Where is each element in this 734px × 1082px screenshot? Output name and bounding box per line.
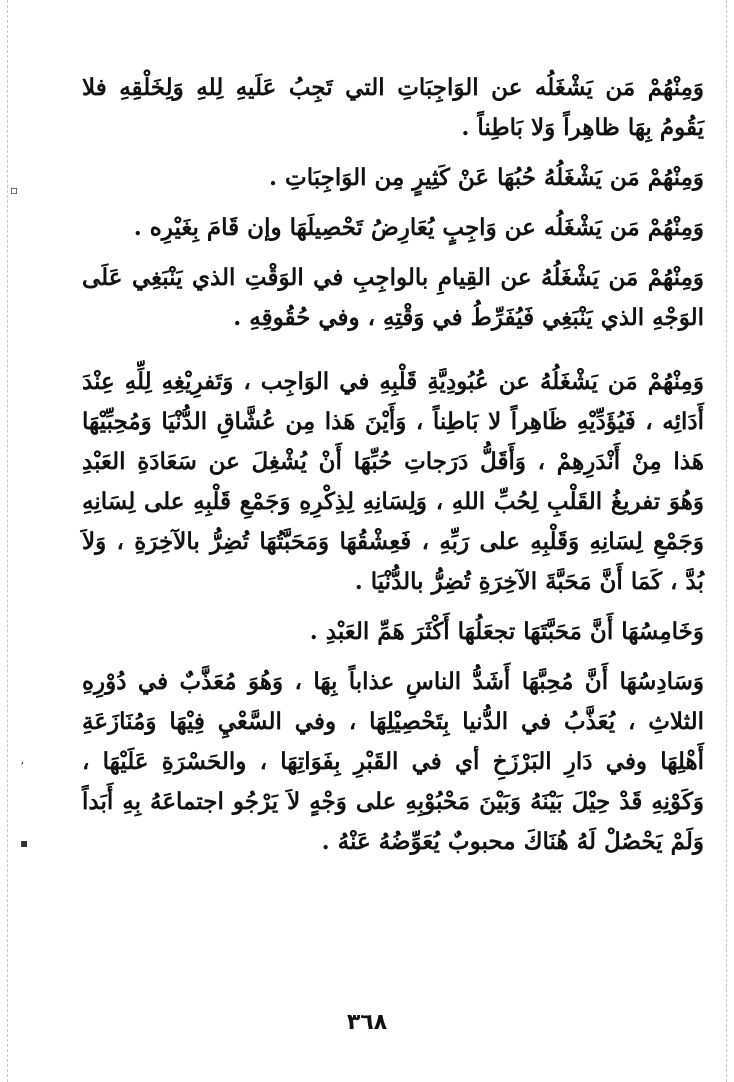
book-page-body — [82, 68, 704, 862]
paragraph-heart-worship: وَمِنْهُمْ مَن يَشْغَلُهُ عن عُبُودِيَّةِ قَلْبِهِ في الوَاجِب ، وَتَفرِيْغِهِ لِلِّهِ عِنْدَ أَدَائِه ، فَيُؤَدِّيْهِ ظَاهِراً لا بَاطِناً ، وَأَيْنَ هَذا مِن عُشَّاقِ الدُّنْيَا وَمُحِبِّيْهَا هَذا مِنْ أَنْدَرِهِمْ ، وَأَقَلُّ دَرَجاتِ حُبِّهَا أَنْ يُشْغِلَ عن سَعَادَةِ العَبْدِ وَهُوَ تفريغُ القَلْبِ لِحُبِّ اللهِ ، وَلِسَانِهِ لِذِكْرِهِ وَجَمْعِ قَلْبِهِ على لِسَانِهِ وَجَمْعِ لِسَانِهِ وَقَلْبِهِ على رَبِّهِ ، فَعِشْقُهَا وَمَحَبَّتُهَا تُضِرُّ بالآخِرَةِ ، وَلاَ بُدَّ ، كَمَا أَنَّ مَحَبَّةَ الآخِرَةِ تُضِرُّ بالدُّنْيَا . — [82, 368, 704, 595]
paragraph-timely-duty: وَمِنْهُمْ مَن يَشْغَلُهُ عن القِيامِ بالواجِبِ في الوَقْتِ الذي يَنْبَغِي عَلَى الوَجْهِ الذي يَنْبَغِي فَيُفَرِّطُ في وَقْتِهِ ، وفي حُقُوقِهِ . — [82, 264, 704, 331]
margin-dot: ▫ — [10, 183, 19, 197]
paragraph-fifth: وَخَامِسُهَا أَنَّ مَحَبَّتَهَا تجعَلُهَا أَكْثَرَ هَمِّ العَبْدِ . — [309, 618, 704, 645]
margin-tick: ▪ — [20, 836, 29, 850]
page-number: ٣٦٨ — [346, 1010, 388, 1035]
left-scan-edge — [7, 0, 8, 1082]
margin-tick: ʼ — [20, 760, 24, 774]
right-scan-edge — [726, 0, 727, 1082]
paragraph-conflicting-duty: وَمِنْهُمْ مَن يَشْغَلُه عن وَاجِبٍ يُعَارِضُ تَحْصِيلَهَا وإن قَامَ بِغَيْرِه . — [133, 214, 704, 241]
paragraph-love-distracts: وَمِنْهُمْ مَن يَشْغَلُهُ حُبُهَا عَنْ كَثِيرٍ مِن الوَاجِبَاتِ . — [269, 164, 704, 191]
paragraph-obligations: وَمِنْهُمْ مَن يَشْغَلُه عن الوَاجِبَاتِ التي تَجِبُ عَلَيهِ لِلهِ وَلِخَلْقِهِ فلا يَقُومُ بِهَا ظاهِراً وَلا بَاطِناً . — [82, 74, 704, 141]
paragraph-sixth: وَسَادِسُهَا أَنَّ مُحِبَّهَا أَشَدُّ الناسِ عذاباً بِهَا ، وَهُوَ مُعَذَّبٌ في دُوْرِهِ الثلاثِ ، يُعَذَّبُ في الدُّنيا بِتَحْصِيْلِهَا ، وفي السَّعْيِ فِيْهَا وَمُنَازَعَةِ أَهْلِهَا وفي دَارِ البَرْزَخِ أي في القَبْرِ بِفَوَاتِهَا ، والحَسْرَةِ عَلَيْهَا ، وَكَوْنِهِ قَدْ حِيْلَ بَيْنَهُ وَبَيْنَ مَحْبُوْبِهِ على وَجْهٍ لاَ يَرْجُو اجتماعَهُ بِهِ أَبَداً وَلَمْ يَحْصُلْ لَهُ هُنَاكَ محبوبٌ يُعَوِّضُهُ عَنْهُ . — [82, 668, 704, 855]
